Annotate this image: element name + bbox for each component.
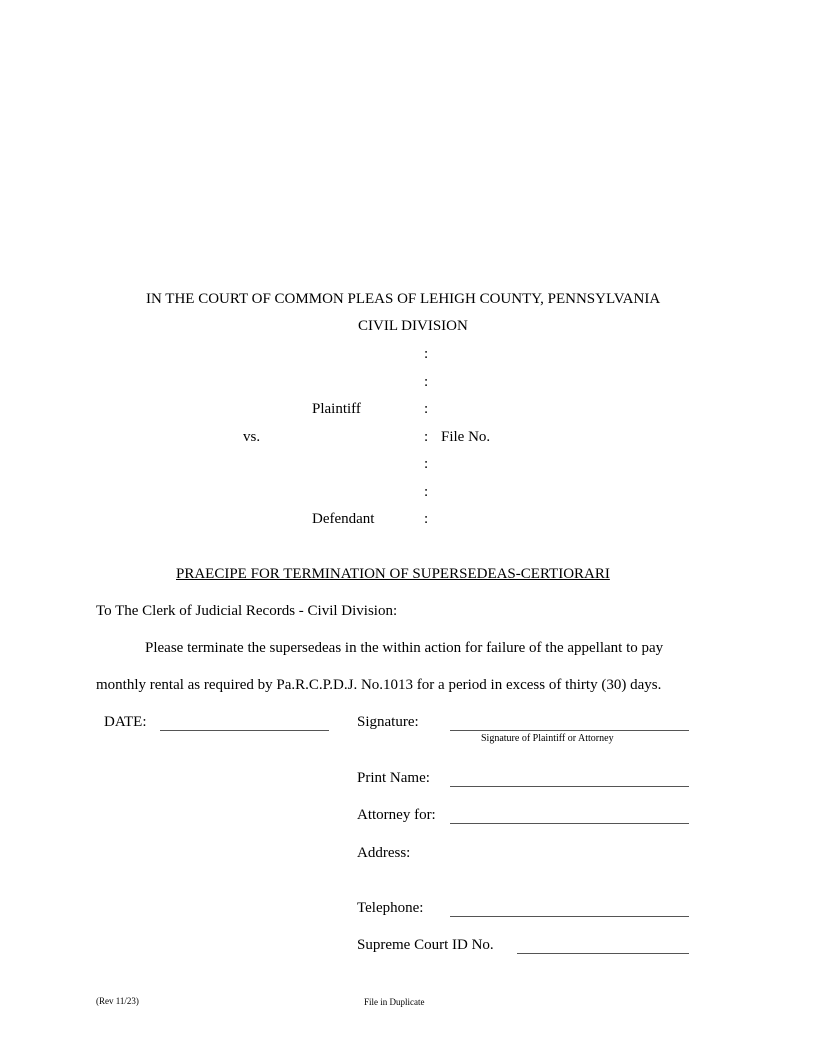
date-field-line[interactable]: [160, 730, 329, 731]
caption-colon-4: :: [424, 429, 429, 445]
telephone-field-line[interactable]: [450, 916, 689, 917]
print-name-field-line[interactable]: [450, 786, 689, 787]
attorney-for-label: Attorney for:: [357, 807, 436, 823]
vs-label: vs.: [243, 429, 261, 445]
signature-caption: Signature of Plaintiff or Attorney: [481, 733, 614, 744]
revision-note: (Rev 11/23): [96, 996, 139, 1006]
date-label: DATE:: [104, 714, 147, 730]
caption-colon-2: :: [424, 374, 429, 390]
caption-colon-5: :: [424, 456, 429, 472]
signature-field-line[interactable]: [450, 730, 689, 731]
court-heading: IN THE COURT OF COMMON PLEAS OF LEHIGH COUNTY, PENNSYLVANIA: [146, 291, 661, 307]
caption-colon-7: :: [424, 511, 429, 527]
supreme-court-id-field-line[interactable]: [517, 953, 689, 954]
plaintiff-label: Plaintiff: [312, 401, 361, 417]
caption-colon-6: :: [424, 484, 429, 500]
supreme-court-id-label: Supreme Court ID No.: [357, 937, 494, 953]
division-heading: CIVIL DIVISION: [358, 318, 468, 334]
file-no-label: File No.: [441, 429, 491, 445]
caption-colon-1: :: [424, 346, 429, 362]
body-line-1: Please terminate the supersedeas in the within action for failure of the appellant to pay: [145, 640, 664, 656]
file-in-duplicate-note: File in Duplicate: [364, 997, 425, 1007]
signature-label: Signature:: [357, 714, 419, 730]
telephone-label: Telephone:: [357, 900, 424, 916]
attorney-for-field-line[interactable]: [450, 823, 689, 824]
salutation: To The Clerk of Judicial Records - Civil Division:: [96, 603, 398, 619]
address-label: Address:: [357, 845, 411, 861]
caption-colon-3: :: [424, 401, 429, 417]
defendant-label: Defendant: [312, 511, 375, 527]
body-line-2: monthly rental as required by Pa.R.C.P.D.J. No.1013 for a period in excess of thirty (30) days.: [96, 677, 662, 693]
print-name-label: Print Name:: [357, 770, 430, 786]
document-title: PRAECIPE FOR TERMINATION OF SUPERSEDEAS-CERTIORARI: [176, 566, 610, 582]
